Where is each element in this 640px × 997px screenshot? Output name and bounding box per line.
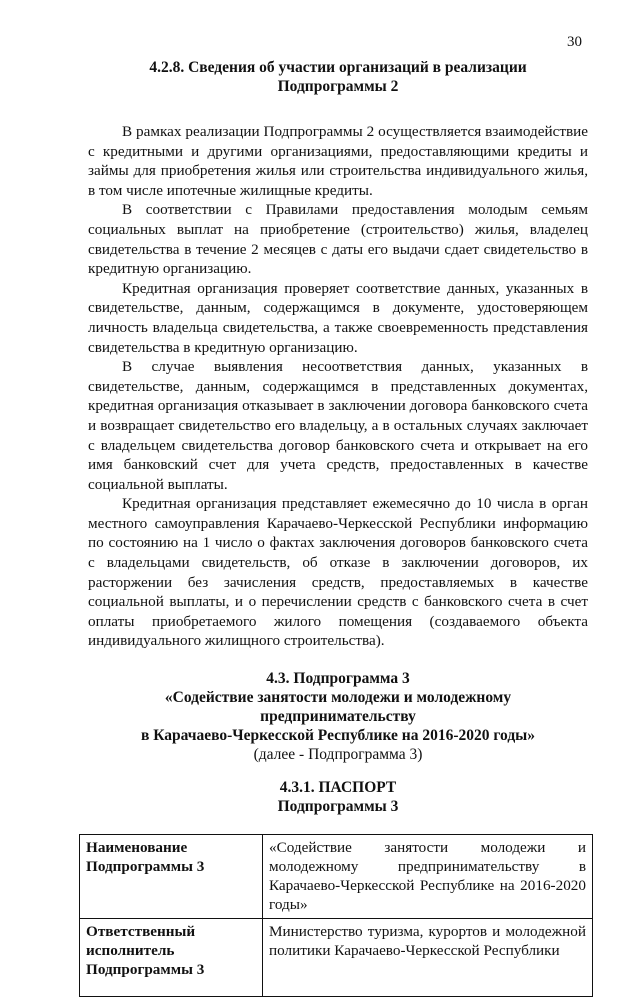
table-cell-label: Ответственный исполнитель Подпрограммы 3 xyxy=(80,919,263,997)
paragraph: В рамках реализации Подпрограммы 2 осуществляется взаимодействие с кредитными и другими организациями, предоставляющими кредиты и займы для приобретения жилья или строительства индивидуального жилья, в том числе ипотечные жилищные кредиты. xyxy=(88,123,588,199)
section-4-2-8-title-line2: Подпрограммы 2 xyxy=(277,78,399,95)
paragraph: В случае выявления несоответствия данных, указанных в свидетельстве, данным, содержащимся в представленных документах, кредитная организация отказывает в заключении договора банковского счета и возвращает свидетельство его владельцу, а в остальных случаях заключает с владельцем свидетельства договор банковского счета и открывает на его имя банковский счет для учета средств, предоставленных в качестве социальной выплаты. xyxy=(88,358,588,493)
section-4-3-subtitle: (далее - Подпрограмма 3) xyxy=(253,746,423,764)
table-row xyxy=(80,919,593,997)
paragraph: Кредитная организация проверяет соответствие данных, указанных в свидетельстве, данным, содержащимся в документе, удостоверяющем личность владельца свидетельства, а также своевременность представления свидетельства в кредитную организацию. xyxy=(88,279,588,356)
paragraph: В соответствии с Правилами предоставления молодым семьям социальных выплат на приобретение (строительство) жилья, владелец свидетельства в течение 2 месяцев с даты его выдачи сдает свидетельство в кредитную организацию. xyxy=(88,201,588,278)
table-cell-value: Министерство туризма, курортов и молодежной политики Карачаево-Черкесской Республики xyxy=(263,919,593,997)
table-cell-value: «Содействие занятости молодежи и молодежному предпринимательству в Карачаево-Черкесской Республике на 2016-2020 годы» xyxy=(263,835,593,919)
paragraph: Кредитная организация представляет ежемесячно до 10 числа в орган местного самоуправления Карачаево-Черкесской Республики информацию по состоянию на 1 число о фактах заключения договоров банковского счета с владельцами свидетельств, об отказе в заключении договоров, их расторжении без зачисления средств, предоставляемых в качестве социальной выплаты, и о перечислении средств с банковского счета в счет оплаты приобретаемого жилого помещения (создаваемого объекта индивидуального жилищного строительства). xyxy=(88,495,588,650)
section-4-3-title-line3: в Карачаево-Черкесской Республике на 2016-2020 годы» xyxy=(140,727,536,745)
section-4-3-1-title-line2: Подпрограммы 3 xyxy=(277,798,399,816)
section-4-3-title-line1: 4.3. Подпрограмма 3 xyxy=(266,670,410,688)
table-cell-label: Наименование Подпрограммы 3 xyxy=(80,835,263,919)
section-4-3-title-line2: «Содействие занятости молодежи и молодежному предпринимательству xyxy=(164,689,512,726)
passport-table xyxy=(79,834,593,997)
section-4-2-8-title-line1: 4.2.8. Сведения об участии организаций в реализации xyxy=(149,59,527,76)
page-number: 30 xyxy=(567,34,582,50)
page-content xyxy=(88,58,588,997)
section-4-3-1-title-line1: 4.3.1. ПАСПОРТ xyxy=(279,779,397,797)
table-row xyxy=(80,835,593,919)
section-4-2-8 xyxy=(88,58,588,651)
section-4-3 xyxy=(88,669,588,764)
section-4-2-8-body xyxy=(88,122,588,651)
section-4-3-1 xyxy=(88,778,588,816)
